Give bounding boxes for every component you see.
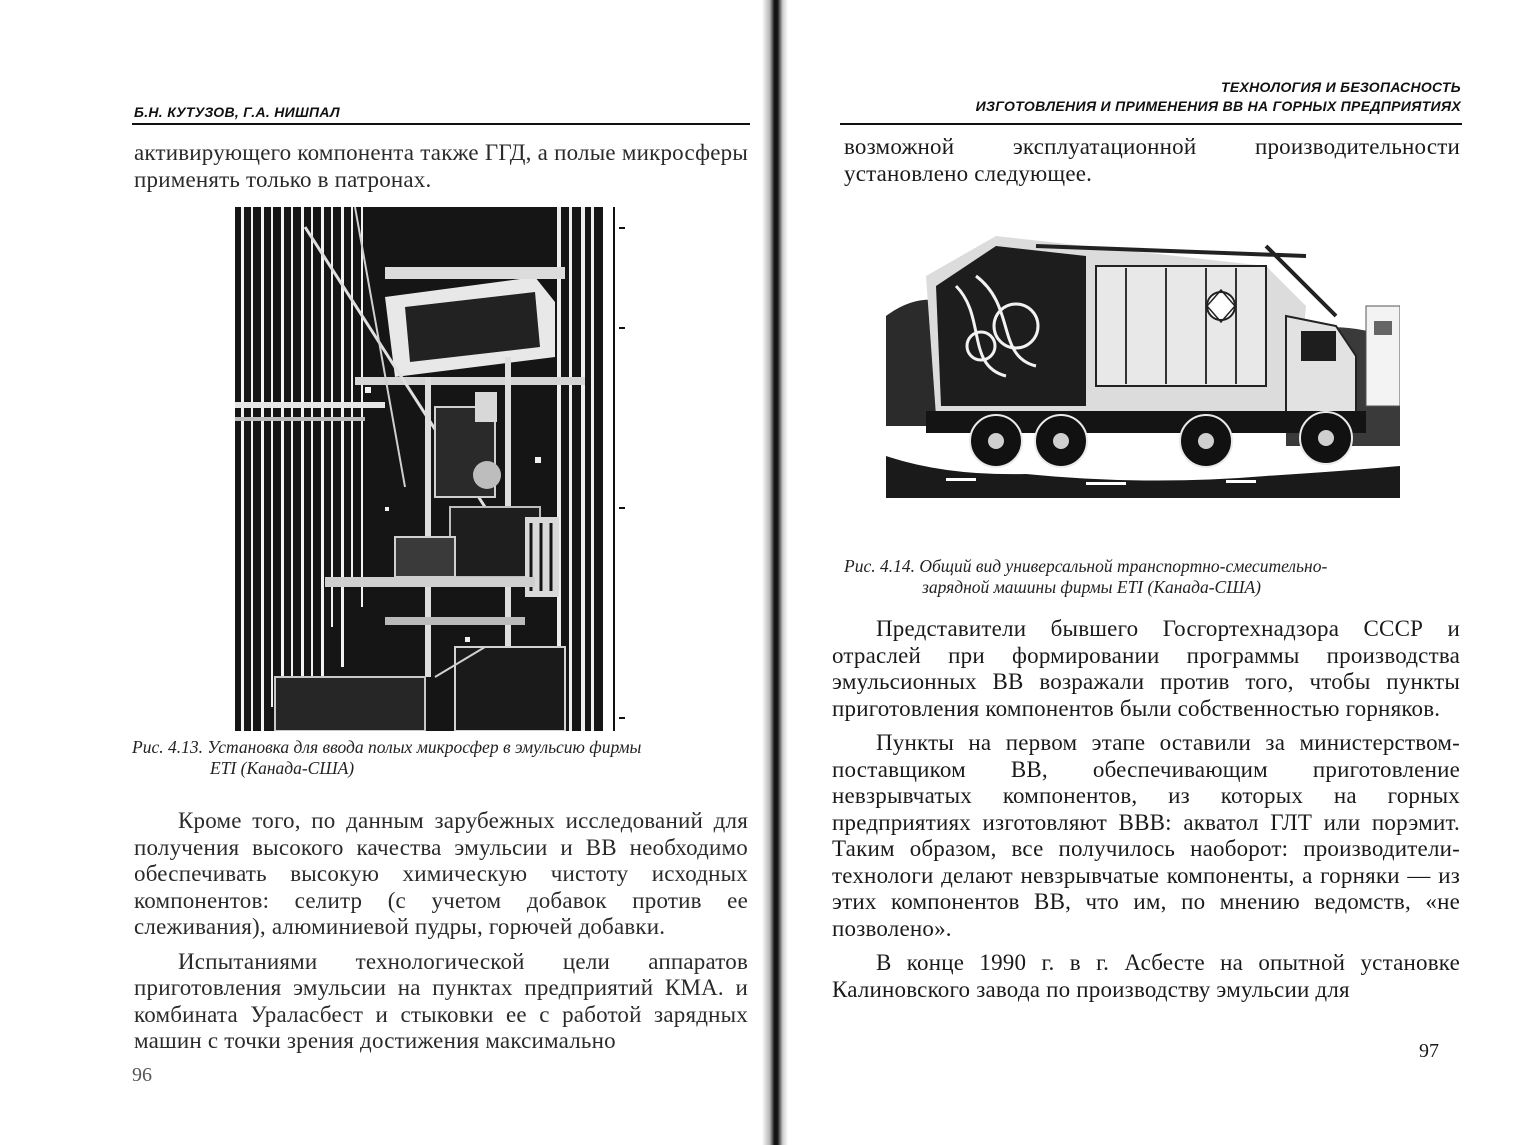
- right-page: [788, 0, 1531, 1145]
- microsphere-installation-illustration: [235, 207, 627, 731]
- figure-4-13-photo: [235, 207, 627, 731]
- caption-line-1: Рис. 4.14. Общий вид универсальной транспортно-смесительно-: [844, 556, 1328, 576]
- header-rule: [132, 123, 750, 125]
- paragraph: Пункты на первом этапе оставили за министерством-поставщиком ВВ, обеспечивающим приготовление невзрывчатых компонентов, из которых на горных предприятиях изготовляют ВВВ: акватол ГЛТ или порэмит. Таким образом, все получилось наоборот: производители-технологи делают невзрывчатые компоненты, а горняки — из этих компонентов ВВ, что им, по мнению ведомств, «не позволено».: [832, 730, 1460, 941]
- caption-line-2: зарядной машины фирмы ETI (Канада-США): [922, 577, 1262, 597]
- running-head-line-1: ТЕХНОЛОГИЯ И БЕЗОПАСНОСТЬ: [1220, 79, 1461, 95]
- figure-4-14-caption: [844, 556, 1454, 598]
- running-head-title: [976, 78, 1461, 116]
- left-page-body-text: [134, 808, 748, 1055]
- paragraph-continued: активирующего компонента также ГГД, а полые микросферы применять только в патронах.: [134, 140, 748, 192]
- figure-4-14-photo: [886, 226, 1400, 498]
- mixing-charging-truck-illustration: [886, 226, 1400, 498]
- paragraph: Представители бывшего Госгортехнадзора СССР и отраслей при формировании программы производства эмульсионных ВВ возражали против того, чтобы пункты приготовления компонентов были собственностью горняков.: [832, 616, 1460, 721]
- running-head-authors: Б.Н. КУТУЗОВ, Г.А. НИШПАЛ: [134, 104, 340, 120]
- running-head-line-2: ИЗГОТОВЛЕНИЯ И ПРИМЕНЕНИЯ ВВ НА ГОРНЫХ ПРЕДПРИЯТИЯХ: [975, 98, 1461, 114]
- paragraph: Кроме того, по данным зарубежных исследований для получения высокого качества эмульсии и ВВ необходимо обеспечивать высокую химическую чистоту исходных компонентов: селитр (с учетом добавок против ее слеживания), алюминиевой пудры, горючей добавки.: [134, 808, 748, 939]
- paragraph-continued: возможной эксплуатационной производительности установлено следующее.: [844, 134, 1460, 186]
- paragraph: Испытаниями технологической цели аппаратов приготовления эмульсии на пунктах предприятий КМА. и комбината Ураласбест и стыковки ее с работой зарядных машин с точки зрения достижения максимально: [134, 948, 748, 1053]
- page-number: 96: [132, 1064, 152, 1086]
- caption-line-1: Рис. 4.13. Установка для ввода полых микросфер в эмульсию фирмы: [132, 737, 642, 757]
- right-page-opening-text: [844, 134, 1460, 187]
- right-page-body-text: [832, 616, 1460, 1003]
- page-number: 97: [1419, 1040, 1439, 1062]
- figure-4-13-caption: [132, 737, 752, 779]
- header-rule: [840, 123, 1462, 125]
- paragraph: В конце 1990 г. в г. Асбесте на опытной установке Калиновского завода по производству эмульсии для: [832, 950, 1460, 1002]
- left-page-opening-text: [134, 140, 748, 193]
- left-page: [0, 0, 762, 1145]
- book-gutter: [762, 0, 788, 1145]
- caption-line-2: ETI (Канада-США): [210, 758, 355, 778]
